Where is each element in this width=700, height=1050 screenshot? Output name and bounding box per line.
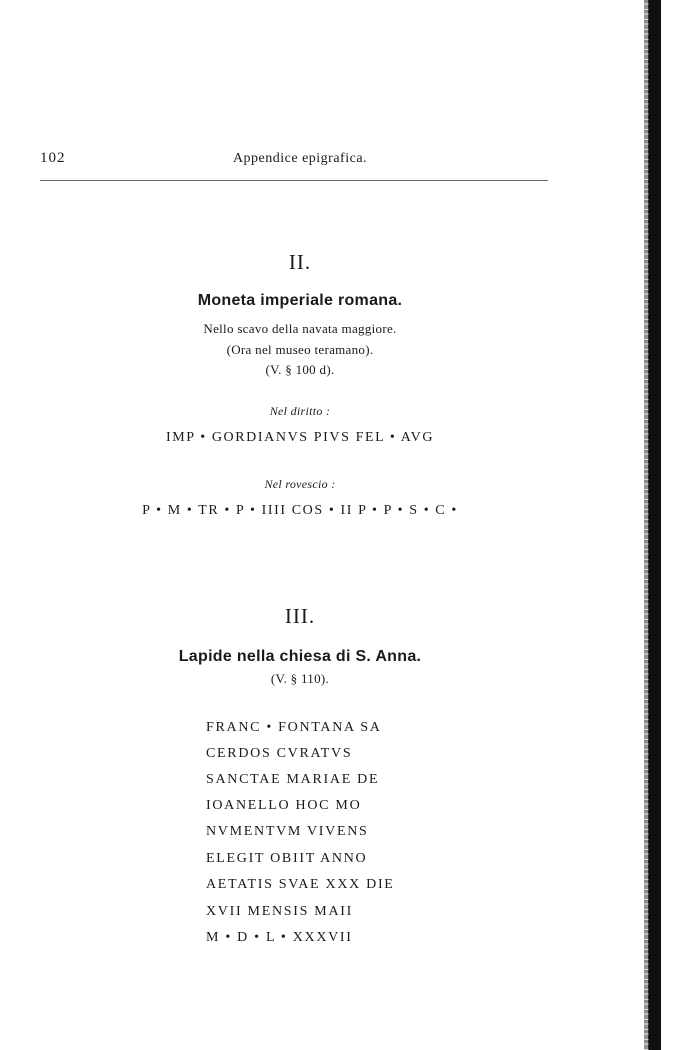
- section-numeral-ii: II.: [288, 250, 312, 274]
- page-number: 102: [40, 150, 66, 166]
- header-rule: [40, 180, 548, 181]
- inscription-line: FRANC • FONTANA SA: [206, 720, 382, 735]
- inscription-line: IOANELLO HOC MO: [206, 798, 362, 813]
- inscription-line: ELEGIT OBIIT ANNO: [206, 851, 368, 866]
- reverse-inscription: P • M • TR • P • IIII COS • II P • P • S • C •: [142, 503, 458, 518]
- inscription-line: XVII MENSIS MAII: [206, 904, 353, 919]
- section-heading-coin: Moneta imperiale romana.: [197, 292, 403, 309]
- reference-note: (V. § 100 d).: [265, 362, 335, 377]
- tablet-reference-note: (V. § 110).: [270, 671, 330, 686]
- inscription-line: SANCTAE MARIAE DE: [206, 772, 380, 787]
- obverse-inscription: IMP • GORDIANVS PIVS FEL • AVG: [165, 430, 435, 445]
- section-heading-tablet: Lapide nella chiesa di S. Anna.: [178, 648, 422, 665]
- inscription-line: CERDOS CVRATVS: [206, 746, 353, 761]
- inscription-line: NVMENTVM VIVENS: [206, 824, 369, 839]
- inscription-line: AETATIS SVAE XXX DIE: [206, 877, 395, 892]
- excavation-note: Nello scavo della navata maggiore.: [203, 321, 397, 336]
- obverse-label: Nel diritto :: [269, 404, 331, 418]
- scan-binding-edge: [648, 0, 661, 1050]
- reverse-label: Nel rovescio :: [264, 477, 336, 491]
- museum-note: (Ora nel museo teramano).: [226, 342, 374, 357]
- section-numeral-iii: III.: [284, 604, 316, 628]
- inscription-line: M • D • L • XXXVII: [206, 930, 353, 945]
- running-title: Appendice epigrafica.: [232, 151, 368, 166]
